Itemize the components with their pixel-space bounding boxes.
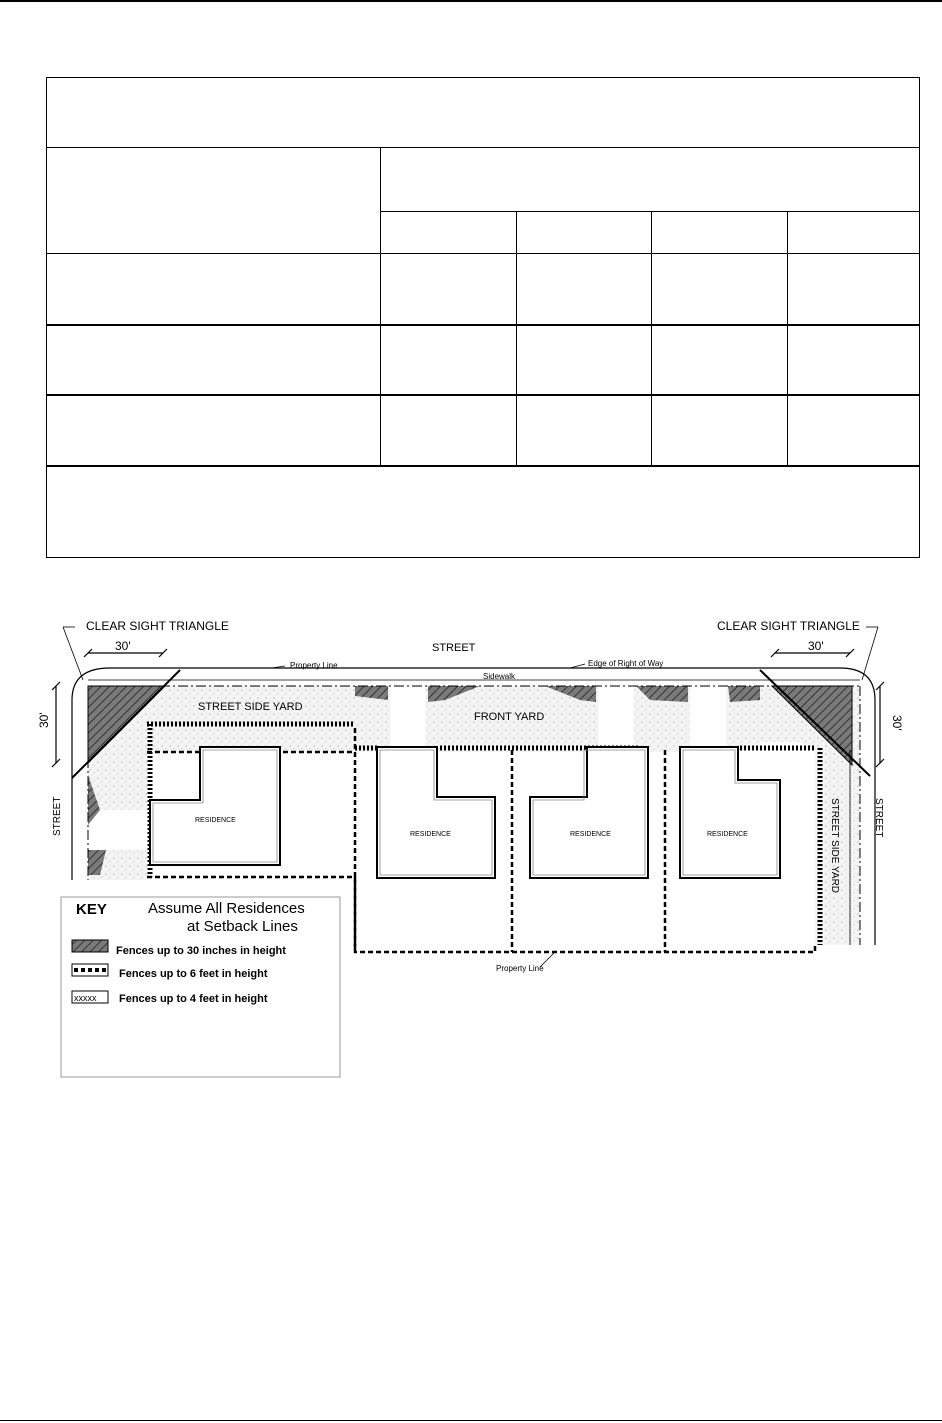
residence-label: RESIDENCE <box>410 831 451 838</box>
property-line-label-bottom: Property Line <box>496 964 544 973</box>
table-line <box>47 324 919 326</box>
table-line <box>47 465 919 467</box>
driveway <box>690 686 726 748</box>
front-yard-label: FRONT YARD <box>474 711 545 723</box>
street-side-yard-label-top: STREET SIDE YARD <box>198 701 303 713</box>
key-note-line1: Assume All Residences <box>148 900 305 917</box>
key-title: KEY <box>76 901 107 918</box>
clear-sight-label-left: CLEAR SIGHT TRIANGLE <box>86 619 229 633</box>
street-side-yard-label-right: STREET SIDE YARD <box>829 798 840 894</box>
key-item-label: Fences up to 4 feet in height <box>119 993 268 1005</box>
table-line <box>516 211 517 466</box>
table-line <box>47 253 919 254</box>
key-item-label: Fences up to 30 inches in height <box>116 945 286 957</box>
fence-diagram <box>0 600 942 1100</box>
street-label-left: STREET <box>52 796 63 836</box>
table-line <box>380 147 381 466</box>
table-line <box>651 211 652 466</box>
residence-label: RESIDENCE <box>707 831 748 838</box>
edge-row-label: Edge of Right of Way <box>588 659 664 668</box>
key-note-line2: at Setback Lines <box>187 918 298 935</box>
dim-label-side-right: 30' <box>890 715 904 731</box>
clear-sight-label-right: CLEAR SIGHT TRIANGLE <box>717 619 860 633</box>
low-fence-zone <box>728 686 760 702</box>
key-swatch-x-text: xxxxx <box>74 993 97 1003</box>
driveway <box>88 810 148 850</box>
empty-table <box>46 77 920 558</box>
fence-diagram-svg <box>0 600 942 1100</box>
residence-shapes <box>150 747 780 878</box>
top-rule <box>0 0 942 2</box>
table-line <box>787 211 788 466</box>
street-label-top: STREET <box>432 642 476 654</box>
key-box <box>61 897 340 1077</box>
sidewalk-label: Sidewalk <box>483 672 516 681</box>
bottom-rule <box>0 1420 942 1421</box>
table-line <box>47 394 919 396</box>
street-label-right: STREET <box>873 798 884 838</box>
key-item-label: Fences up to 6 feet in height <box>119 968 268 980</box>
driveway <box>598 686 634 748</box>
dim-label-side-left: 30' <box>37 712 51 728</box>
property-line-label-top: Property Line <box>290 661 338 670</box>
table-line <box>47 147 919 148</box>
table-line <box>380 211 919 212</box>
driveway <box>390 686 426 748</box>
dim-label-top-left: 30' <box>115 639 131 653</box>
residence-label: RESIDENCE <box>570 831 611 838</box>
dim-label-top-right: 30' <box>808 639 824 653</box>
key-swatch-hatch <box>72 940 108 952</box>
residence-label: RESIDENCE <box>195 817 236 824</box>
